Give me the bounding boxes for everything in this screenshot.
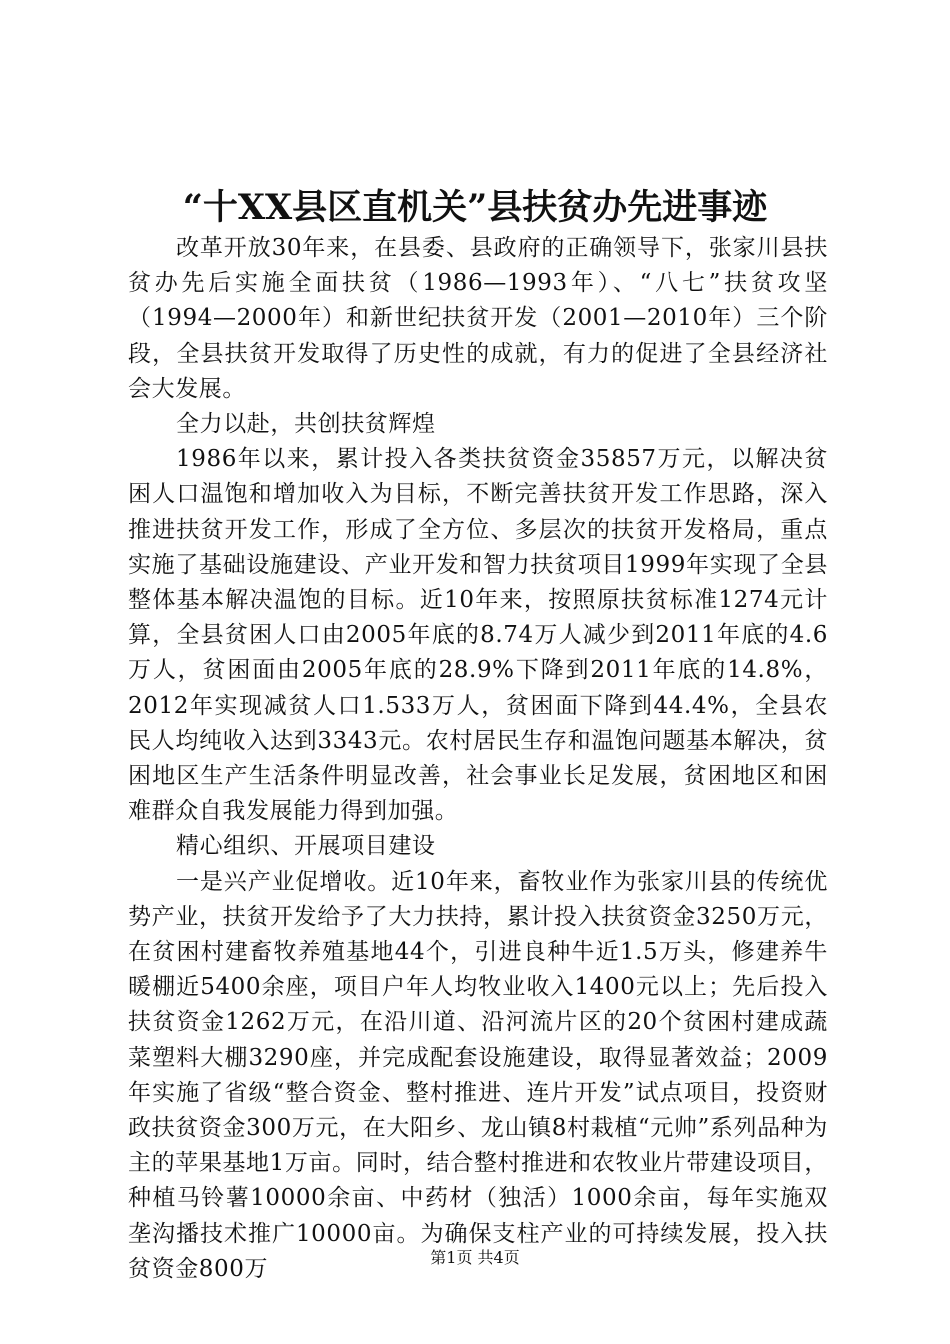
paragraph-industry: 一是兴产业促增收。近10年来，畜牧业作为张家川县的传统优势产业，扶贫开发给予了大力扶持，累计投入扶贫资金3250万元，在贫困村建畜牧养殖基地44个，引进良种牛近1.5万头，修建养牛暖棚近5400余座，项目户年人均牧业收入1400元以上；先后投入扶贫资金1262万元，在沿川道、沿河流片区的20个贫困村建成蔬菜塑料大棚3290座，并完成配套设施建设，取得显著效益；2009年实施了省级“整合资金、整村推进、连片开发”试点项目，投资财政扶贫资金300万元，在大阳乡、龙山镇8村栽植“元帅”系列品种为主的苹果基地1万亩。同时，结合整村推进和农牧业片带建设项目，种植马铃薯10000余亩、中药材（独活）1000余亩，每年实施双垄沟播技术推广10000亩。为确保支柱产业的可持续发展，投入扶贫资金800万 [128, 868, 828, 1282]
section-heading-1: 全力以赴，共创扶贫辉煌 [176, 411, 436, 438]
section-heading-2: 精心组织、开展项目建设 [176, 833, 436, 860]
document-body [128, 231, 828, 1287]
page-number-footer: 第1页 共4页 [430, 1248, 520, 1267]
paragraph-intro: 改革开放30年来，在县委、县政府的正确领导下，张家川县扶贫办先后实施全面扶贫（1986—1993年）、“八七”扶贫攻坚（1994—2000年）和新世纪扶贫开发（2001—2010年）三个阶段，全县扶贫开发取得了历史性的成就，有力的促进了全县经济社会大发展。 [128, 235, 828, 402]
document-title: “十XX县区直机关”县扶贫办先进事迹 [182, 187, 768, 228]
paragraph-achievements: 1986年以来，累计投入各类扶贫资金35857万元，以解决贫困人口温饱和增加收入为目标，不断完善扶贫开发工作思路，深入推进扶贫开发工作，形成了全方位、多层次的扶贫开发格局，重点实施了基础设施建设、产业开发和智力扶贫项目1999年实现了全县整体基本解决温饱的目标。近10年来，按照原扶贫标准1274元计算，全县贫困人口由2005年底的8.74万人减少到2011年底的4.6万人，贫困面由2005年底的28.9%下降到2011年底的14.8%，2012年实现减贫人口1.533万人，贫困面下降到44.4%，全县农民人均纯收入达到3343元。农村居民生存和温饱问题基本解决，贫困地区生产生活条件明显改善，社会事业长足发展，贫困地区和困难群众自我发展能力得到加强。 [128, 446, 828, 825]
